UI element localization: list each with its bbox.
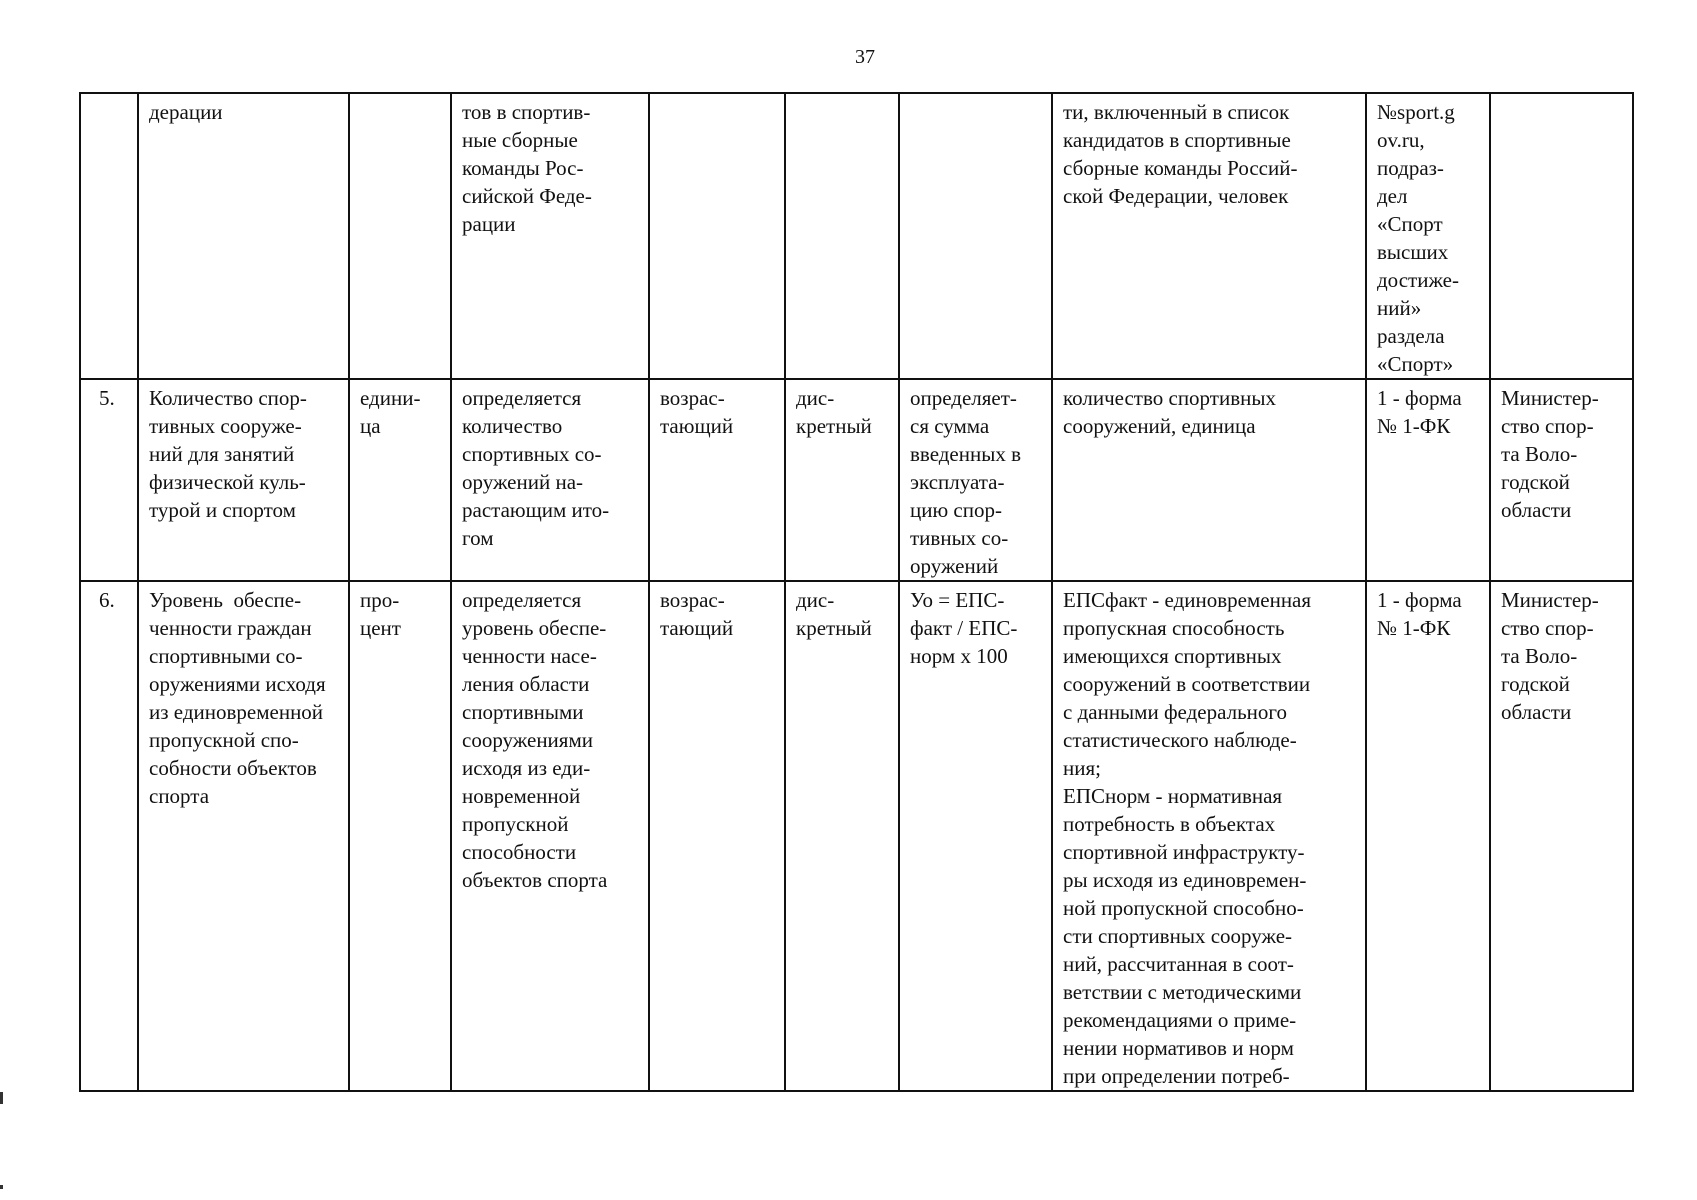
responsible: Министер- ство спор- та Воло- годской области xyxy=(1490,581,1633,1091)
table-row xyxy=(80,581,1633,1091)
definition: тов в спортив- ные сборные команды Рос- сийской Феде- рации xyxy=(451,93,649,379)
formula xyxy=(899,93,1052,379)
unit: про- цент xyxy=(349,581,451,1091)
trend: возрас- тающий xyxy=(649,581,785,1091)
variables: количество спортивных сооружений, единица xyxy=(1052,379,1366,581)
indicators-table xyxy=(79,92,1634,1092)
scan-mark xyxy=(0,1185,3,1189)
indicator-type: дис- кретный xyxy=(785,581,899,1091)
unit: едини- ца xyxy=(349,379,451,581)
indicator-type xyxy=(785,93,899,379)
scan-mark xyxy=(0,1092,3,1104)
indicator-name: Количество спор- тивных сооруже- ний для занятий физической куль- турой и спортом xyxy=(138,379,349,581)
row-number: 6. xyxy=(80,581,138,1091)
definition: определяется количество спортивных со- оружений на- растающим ито- гом xyxy=(451,379,649,581)
trend xyxy=(649,93,785,379)
table-row xyxy=(80,379,1633,581)
definition: определяется уровень обеспе- ченности насе- ления области спортивными сооружениями исходя из еди- новременной пропускной способности объектов спорта xyxy=(451,581,649,1091)
variables: ЕПСфакт - единовременная пропускная способность имеющихся спортивных сооружений в соответствии с данными федерального статистического наблюде- ния; ЕПСнорм - нормативная потребность в объектах спортивной инфраструкту- ры исходя из единовремен- ной пропускной способно- сти спортивных сооруже- ний, рассчитанная в соот- ветствии с методическими рекомендациями о приме- нении нормативов и норм при определении потреб- xyxy=(1052,581,1366,1091)
page-number: 37 xyxy=(855,46,875,68)
row-number: 5. xyxy=(80,379,138,581)
responsible xyxy=(1490,93,1633,379)
table-row xyxy=(80,93,1633,379)
data-source: 1 - форма № 1-ФК xyxy=(1366,581,1490,1091)
row-number xyxy=(80,93,138,379)
variables: ти, включенный в список кандидатов в спортивные сборные команды Россий- ской Федерации, человек xyxy=(1052,93,1366,379)
indicator-type: дис- кретный xyxy=(785,379,899,581)
data-source: 1 - форма № 1-ФК xyxy=(1366,379,1490,581)
formula: Уо = ЕПС- факт / ЕПС- норм x 100 xyxy=(899,581,1052,1091)
indicator-name: Уровень обеспе- ченности граждан спортивными со- оружениями исходя из единовременной пропускной спо- собности объектов спорта xyxy=(138,581,349,1091)
trend: возрас- тающий xyxy=(649,379,785,581)
unit xyxy=(349,93,451,379)
formula: определяет- ся сумма введенных в эксплуата- цию спор- тивных со- оружений xyxy=(899,379,1052,581)
indicator-name: дерации xyxy=(138,93,349,379)
data-source: №sport.g ov.ru, подраз- дел «Спорт высших достиже- ний» раздела «Спорт» xyxy=(1366,93,1490,379)
responsible: Министер- ство спор- та Воло- годской области xyxy=(1490,379,1633,581)
